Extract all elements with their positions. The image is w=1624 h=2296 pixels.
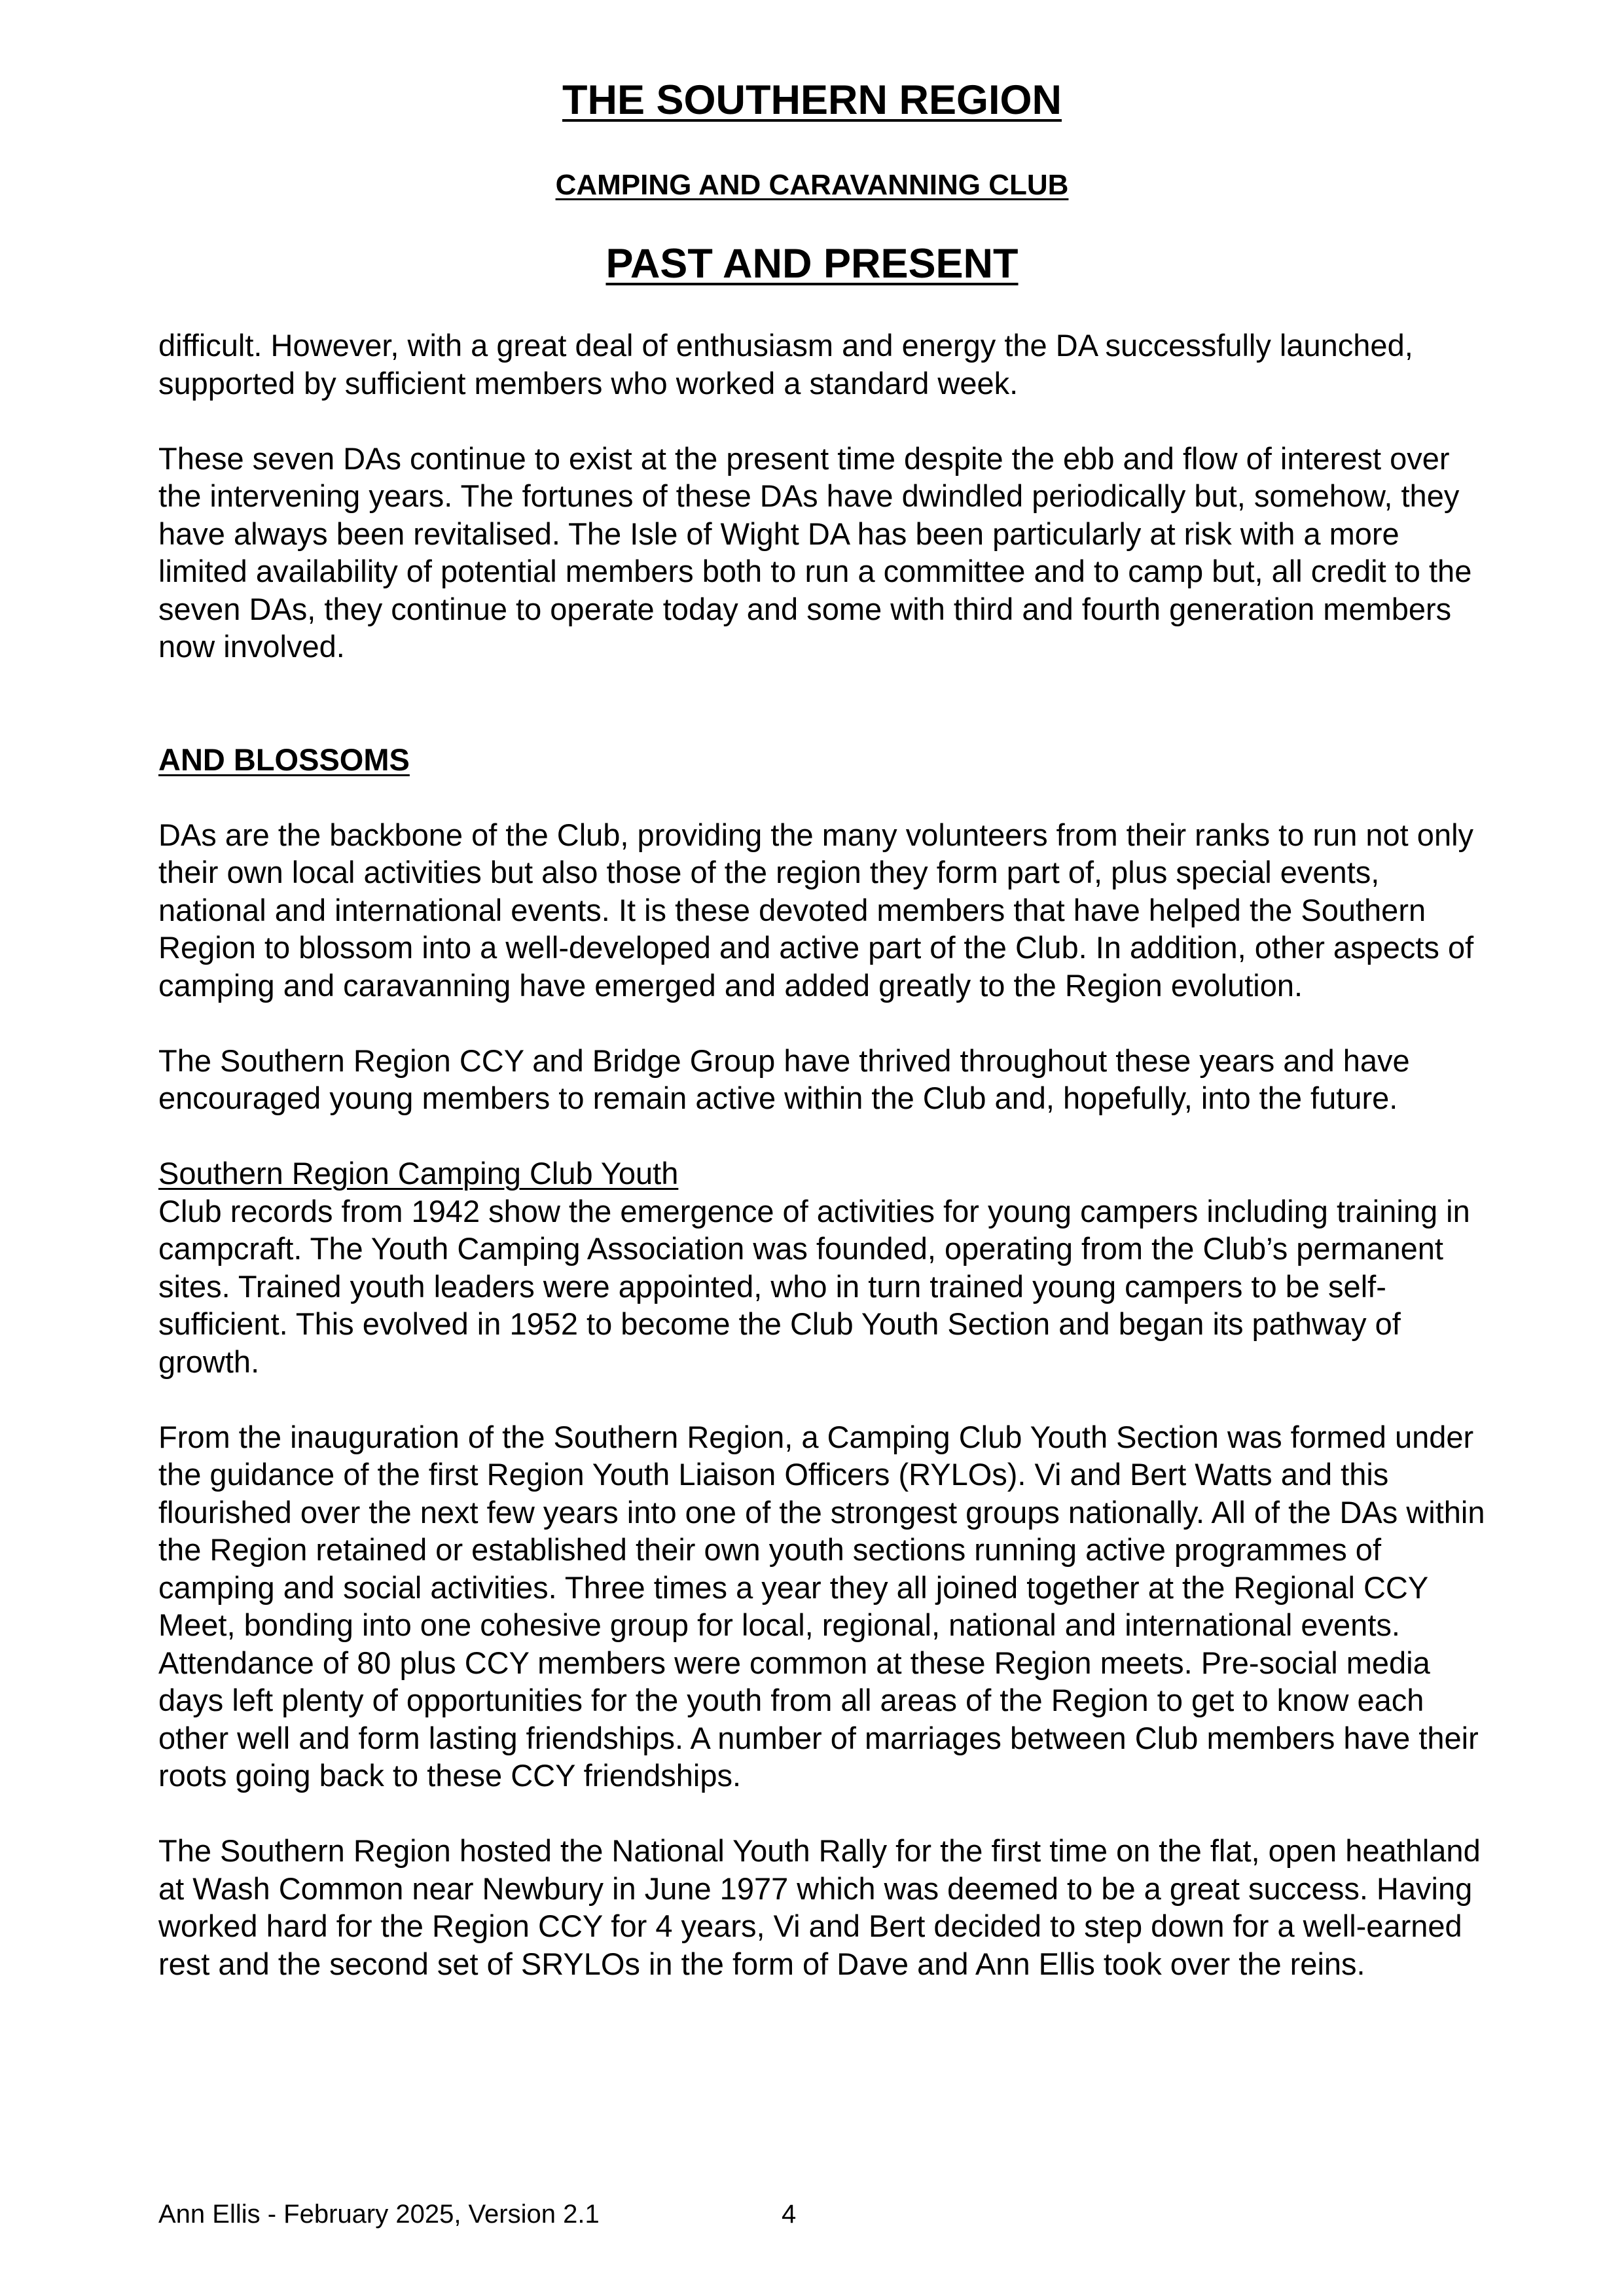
document-title-secondary: PAST AND PRESENT xyxy=(605,241,1019,287)
paragraph-5: Club records from 1942 show the emergence of activities for young campers including training in campcraft. The Youth Camping Association was founded, operating from the Club’s permanent sites. Trained youth leaders were appointed, who in turn trained young campers to be self-sufficient. This evolved in 1952 to become the Club Youth Section and began its pathway of growth. xyxy=(158,1193,1470,1379)
paragraph-7: The Southern Region hosted the National Youth Rally for the first time on the flat, open heathland at Wash Common near Newbury in June 1977 which was deemed to be a great success. Having worked hard for the Region CCY for 4 years, Vi and Bert decided to step down for a well-earned rest and the second set of SRYLOs in the form of Dave and Ann Ellis took over the reins. xyxy=(158,1833,1481,1981)
youth-section xyxy=(158,1155,1487,1380)
document-body xyxy=(158,327,1487,2020)
paragraph-3: DAs are the backbone of the Club, providing the many volunteers from their ranks to run not only their own local activities but also those of the region they form part of, plus special events, national and international events. It is these devoted members that have helped the Southern Region to blossom into a well-developed and active part of the Club. In addition, other aspects of camping and caravanning have emerged and added greatly to the Region evolution. xyxy=(158,817,1474,1003)
paragraph-6: From the inauguration of the Southern Region, a Camping Club Youth Section was formed under the guidance of the first Region Youth Liaison Officers (RYLOs). Vi and Bert Watts and this flourished over the next few years into one of the strongest groups nationally. All of the DAs within the Region retained or established their own youth sections running active programmes of camping and social activities. Three times a year they all joined together at the Regional CCY Meet, bonding into one cohesive group for local, regional, national and international events. Attendance of 80 plus CCY members were common at these Region meets. Pre-social media days left plenty of opportunities for the youth from all areas of the Region to get to know each other well and form lasting friendships. A number of marriages between Club members have their roots going back to these CCY friendships. xyxy=(158,1419,1485,1793)
document-subtitle: CAMPING AND CARAVANNING CLUB xyxy=(555,169,1069,201)
paragraph-4: The Southern Region CCY and Bridge Group have thrived throughout these years and have encouraged young members to remain active within the Club and, hopefully, into the future. xyxy=(158,1043,1410,1115)
paragraph-2: These seven DAs continue to exist at the present time despite the ebb and flow of interest over the intervening years. The fortunes of these DAs have dwindled periodically but, somehow, they have always been revitalised. The Isle of Wight DA has been particularly at risk with a more limited availability of potential members both to run a committee and to camp but, all credit to the seven DAs, they continue to operate today and some with third and fourth generation members now involved. xyxy=(158,440,1472,664)
subsection-heading: Southern Region Camping Club Youth xyxy=(158,1156,679,1191)
page-number: 4 xyxy=(782,2200,797,2229)
paragraph-1: difficult. However, with a great deal of enthusiasm and energy the DA successfully launched, supported by sufficient members who worked a standard week. xyxy=(158,328,1413,401)
document-title: THE SOUTHERN REGION xyxy=(562,77,1062,123)
footer-author-version: Ann Ellis - February 2025, Version 2.1 xyxy=(158,2200,600,2229)
section-heading: AND BLOSSOMS xyxy=(158,742,410,777)
